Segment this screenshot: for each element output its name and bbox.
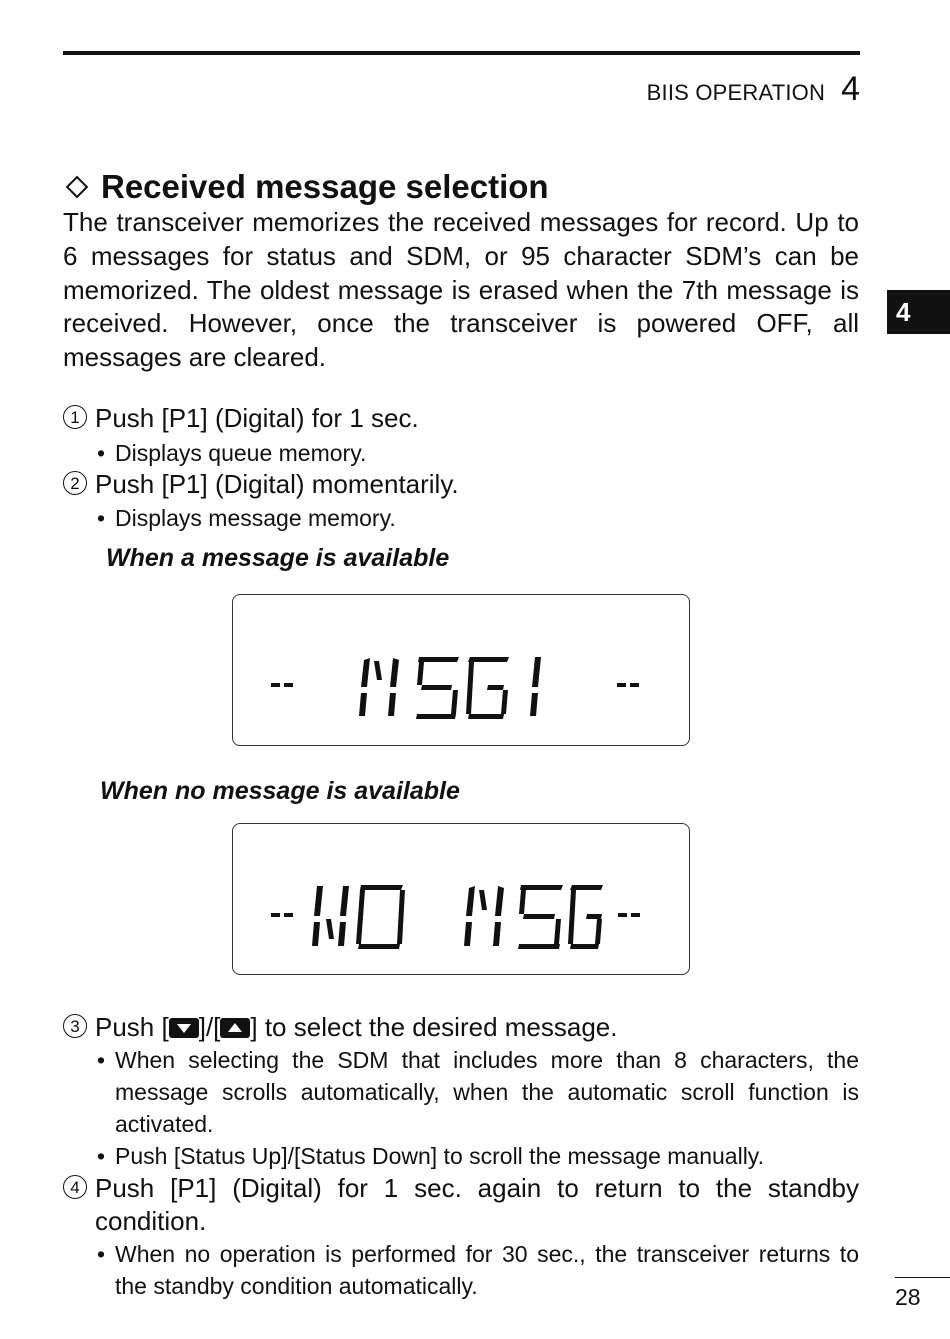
step-2 xyxy=(63,468,459,501)
step-4 xyxy=(63,1172,859,1238)
section-title: BIIS OPERATION xyxy=(646,80,826,105)
step-4-bullet: • When no operation is performed for 30 sec., the transceiver returns to the standby condition automatically. xyxy=(97,1238,859,1302)
chapter-tab: 4 xyxy=(887,290,950,334)
diamond-icon xyxy=(66,176,89,199)
step-1 xyxy=(63,402,419,435)
step-3-bullet-1: • When selecting the SDM that includes more than 8 characters, the message scrolls automatically, when the automatic scroll function is activated. xyxy=(97,1044,859,1140)
bullet-text: When selecting the SDM that includes more than 8 characters, the message scrolls automatically, when the automatic scroll function is activated. xyxy=(115,1047,859,1137)
step-3-bullet-2: • Push [Status Up]/[Status Down] to scroll the message manually. xyxy=(97,1140,859,1172)
step-text: Push [ ]/[ ] to select the desired message. xyxy=(95,1012,618,1042)
step-text: Push [P1] (Digital) momentarily. xyxy=(95,469,459,499)
heading-text: Received message selection xyxy=(101,168,549,205)
step-number: 3 xyxy=(63,1014,87,1038)
step-3 xyxy=(63,1011,617,1044)
step-number: 2 xyxy=(63,471,87,495)
intro-paragraph: The transceiver memorizes the received messages for record. Up to 6 messages for status and SDM, or 95 character SDM’s can be memorized. The oldest message is erased when the 7th message is received. However, once the transceiver is powered OFF, all messages are cleared. xyxy=(63,207,859,373)
step-1-bullet: • Displays queue memory. xyxy=(97,437,859,469)
page-number: 28 xyxy=(895,1277,950,1311)
up-key-icon xyxy=(220,1018,250,1038)
caption-no-message: When no message is available xyxy=(100,777,460,805)
caption-message-available: When a message is available xyxy=(106,544,450,572)
step-number: 1 xyxy=(63,405,87,429)
section-heading xyxy=(63,168,549,206)
bullet-text: Displays queue memory. xyxy=(115,440,367,466)
bullet-text: Push [Status Up]/[Status Down] to scroll the message manually. xyxy=(115,1143,764,1169)
lcd-segments-msg1 xyxy=(233,595,691,747)
step-number: 4 xyxy=(63,1175,87,1199)
lcd-message-available xyxy=(232,594,690,746)
lcd-no-message xyxy=(232,823,690,975)
page-header xyxy=(647,70,860,109)
lcd-segments-no-msg xyxy=(233,824,691,976)
down-key-icon xyxy=(169,1018,199,1038)
step-2-bullet: • Displays message memory. xyxy=(97,502,859,534)
chapter-number: 4 xyxy=(841,70,860,108)
bullet-text: Displays message memory. xyxy=(115,505,396,531)
top-rule xyxy=(63,51,860,55)
bullet-text: When no operation is performed for 30 sec., the transceiver returns to the standby condition automatically. xyxy=(115,1241,859,1299)
step-text: Push [P1] (Digital) for 1 sec. xyxy=(95,403,419,433)
step-text: Push [P1] (Digital) for 1 sec. again to return to the standby condition. xyxy=(95,1173,859,1236)
